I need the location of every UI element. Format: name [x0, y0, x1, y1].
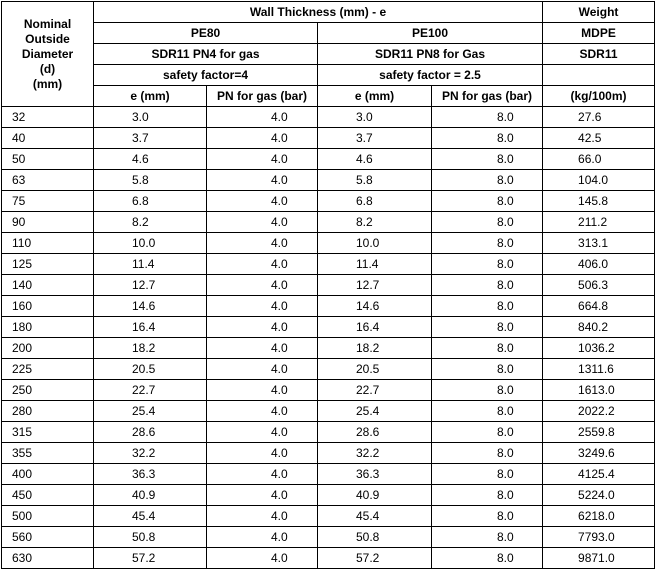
- nominal-diameter-cell: 90: [2, 212, 94, 233]
- pe100-thickness-cell: 18.2: [318, 338, 432, 359]
- weight-cell: 506.3: [543, 275, 655, 296]
- weight-unit-column-header: (kg/100m): [543, 86, 655, 107]
- nominal-diameter-cell: 355: [2, 443, 94, 464]
- pe100-thickness-cell: 16.4: [318, 317, 432, 338]
- pe80-thickness-cell: 40.9: [94, 485, 207, 506]
- pe100-pressure-cell: 8.0: [432, 464, 543, 485]
- pe80-pn-column-header: PN for gas (bar): [207, 86, 318, 107]
- weight-cell: 3249.6: [543, 443, 655, 464]
- nominal-diameter-cell: 630: [2, 548, 94, 569]
- nominal-diameter-cell: 180: [2, 317, 94, 338]
- nominal-diameter-cell: 160: [2, 296, 94, 317]
- pe100-thickness-cell: 22.7: [318, 380, 432, 401]
- pe100-thickness-cell: 5.8: [318, 170, 432, 191]
- pe100-pressure-cell: 8.0: [432, 317, 543, 338]
- pe100-pressure-cell: 8.0: [432, 485, 543, 506]
- mdpe-header: MDPE: [543, 23, 655, 44]
- weight-cell: 27.6: [543, 107, 655, 128]
- weight-cell: 145.8: [543, 191, 655, 212]
- table-row: [2, 401, 655, 422]
- weight-cell: 1311.6: [543, 359, 655, 380]
- corner-line: Diameter: [21, 46, 74, 61]
- pe80-thickness-cell: 10.0: [94, 233, 207, 254]
- pe80-thickness-cell: 3.7: [94, 128, 207, 149]
- table-row: [2, 212, 655, 233]
- pipe-spec-table: [1, 1, 655, 569]
- corner-line: (mm): [32, 76, 63, 91]
- table-row: [2, 359, 655, 380]
- pe100-thickness-cell: 4.6: [318, 149, 432, 170]
- weight-cell: 2559.8: [543, 422, 655, 443]
- pe100-pressure-cell: 8.0: [432, 191, 543, 212]
- pe100-pressure-cell: 8.0: [432, 296, 543, 317]
- table-row: [2, 464, 655, 485]
- table-body: [2, 107, 655, 569]
- pe80-pressure-cell: 4.0: [207, 107, 318, 128]
- pe100-pressure-cell: 8.0: [432, 233, 543, 254]
- pe80-thickness-cell: 6.8: [94, 191, 207, 212]
- pe80-thickness-cell: 8.2: [94, 212, 207, 233]
- pe100-safety-header: safety factor = 2.5: [318, 65, 543, 86]
- pe80-thickness-cell: 20.5: [94, 359, 207, 380]
- table-row: [2, 107, 655, 128]
- pe80-pressure-cell: 4.0: [207, 443, 318, 464]
- pe80-pressure-cell: 4.0: [207, 380, 318, 401]
- pe100-header: PE100: [318, 23, 543, 44]
- table-row: [2, 485, 655, 506]
- mdpe-sdr-header: SDR11: [543, 44, 655, 65]
- pe100-thickness-cell: 36.3: [318, 464, 432, 485]
- pe100-pressure-cell: 8.0: [432, 254, 543, 275]
- pe80-thickness-cell: 5.8: [94, 170, 207, 191]
- pe80-pressure-cell: 4.0: [207, 149, 318, 170]
- pe80-pressure-cell: 4.0: [207, 254, 318, 275]
- pe80-thickness-cell: 45.4: [94, 506, 207, 527]
- table-row: [2, 296, 655, 317]
- pe80-e-column-header: e (mm): [94, 86, 207, 107]
- pe80-pressure-cell: 4.0: [207, 170, 318, 191]
- weight-header: Weight: [543, 2, 655, 23]
- pe100-pressure-cell: 8.0: [432, 443, 543, 464]
- table-row: [2, 128, 655, 149]
- corner-line: Outside: [25, 31, 70, 46]
- pe100-thickness-cell: 6.8: [318, 191, 432, 212]
- pe80-pressure-cell: 4.0: [207, 359, 318, 380]
- pe100-pressure-cell: 8.0: [432, 380, 543, 401]
- nominal-diameter-cell: 63: [2, 170, 94, 191]
- weight-cell: 4125.4: [543, 464, 655, 485]
- pe100-thickness-cell: 11.4: [318, 254, 432, 275]
- nominal-diameter-header: [2, 2, 94, 107]
- pe80-safety-header: safety factor=4: [94, 65, 318, 86]
- table-row: [2, 275, 655, 296]
- nominal-diameter-cell: 50: [2, 149, 94, 170]
- pe100-thickness-cell: 3.0: [318, 107, 432, 128]
- nominal-diameter-cell: 32: [2, 107, 94, 128]
- pe100-pressure-cell: 8.0: [432, 506, 543, 527]
- pe80-thickness-cell: 25.4: [94, 401, 207, 422]
- pe80-thickness-cell: 18.2: [94, 338, 207, 359]
- pe80-pressure-cell: 4.0: [207, 422, 318, 443]
- pe100-pressure-cell: 8.0: [432, 275, 543, 296]
- pe100-pressure-cell: 8.0: [432, 212, 543, 233]
- pe80-pressure-cell: 4.0: [207, 317, 318, 338]
- wall-thickness-header: Wall Thickness (mm) - e: [94, 2, 543, 23]
- empty-header-cell: [543, 65, 655, 86]
- weight-cell: 211.2: [543, 212, 655, 233]
- table-row: [2, 443, 655, 464]
- nominal-diameter-cell: 560: [2, 527, 94, 548]
- pe100-pressure-cell: 8.0: [432, 359, 543, 380]
- pe100-thickness-cell: 3.7: [318, 128, 432, 149]
- pe100-sdr-header: SDR11 PN8 for Gas: [318, 44, 543, 65]
- table-row: [2, 149, 655, 170]
- weight-cell: 313.1: [543, 233, 655, 254]
- pe100-thickness-cell: 57.2: [318, 548, 432, 569]
- table-row: [2, 338, 655, 359]
- pe80-pressure-cell: 4.0: [207, 548, 318, 569]
- pe80-thickness-cell: 22.7: [94, 380, 207, 401]
- weight-cell: 5224.0: [543, 485, 655, 506]
- weight-cell: 664.8: [543, 296, 655, 317]
- nominal-diameter-cell: 140: [2, 275, 94, 296]
- pe100-pressure-cell: 8.0: [432, 527, 543, 548]
- weight-cell: 9871.0: [543, 548, 655, 569]
- pe80-pressure-cell: 4.0: [207, 485, 318, 506]
- weight-cell: 6218.0: [543, 506, 655, 527]
- pe100-thickness-cell: 25.4: [318, 401, 432, 422]
- pe100-pn-column-header: PN for gas (bar): [432, 86, 543, 107]
- weight-cell: 7793.0: [543, 527, 655, 548]
- pe80-pressure-cell: 4.0: [207, 527, 318, 548]
- nominal-diameter-cell: 400: [2, 464, 94, 485]
- pe80-thickness-cell: 3.0: [94, 107, 207, 128]
- weight-cell: 66.0: [543, 149, 655, 170]
- pe100-thickness-cell: 50.8: [318, 527, 432, 548]
- pe80-thickness-cell: 12.7: [94, 275, 207, 296]
- pe100-thickness-cell: 40.9: [318, 485, 432, 506]
- pe80-thickness-cell: 16.4: [94, 317, 207, 338]
- table-row: [2, 527, 655, 548]
- table-row: [2, 422, 655, 443]
- pe100-pressure-cell: 8.0: [432, 149, 543, 170]
- pe100-pressure-cell: 8.0: [432, 338, 543, 359]
- pe80-pressure-cell: 4.0: [207, 401, 318, 422]
- table-row: [2, 317, 655, 338]
- weight-cell: 406.0: [543, 254, 655, 275]
- pe100-thickness-cell: 8.2: [318, 212, 432, 233]
- pe80-thickness-cell: 57.2: [94, 548, 207, 569]
- pe100-thickness-cell: 12.7: [318, 275, 432, 296]
- nominal-diameter-cell: 315: [2, 422, 94, 443]
- weight-cell: 2022.2: [543, 401, 655, 422]
- nominal-diameter-cell: 500: [2, 506, 94, 527]
- pe80-thickness-cell: 11.4: [94, 254, 207, 275]
- pe80-pressure-cell: 4.0: [207, 338, 318, 359]
- pe100-thickness-cell: 14.6: [318, 296, 432, 317]
- pe100-thickness-cell: 32.2: [318, 443, 432, 464]
- pe80-thickness-cell: 28.6: [94, 422, 207, 443]
- pe80-pressure-cell: 4.0: [207, 275, 318, 296]
- pe100-thickness-cell: 10.0: [318, 233, 432, 254]
- pe100-pressure-cell: 8.0: [432, 422, 543, 443]
- table-row: [2, 254, 655, 275]
- nominal-diameter-cell: 280: [2, 401, 94, 422]
- table-row: [2, 191, 655, 212]
- nominal-diameter-cell: 225: [2, 359, 94, 380]
- pe80-pressure-cell: 4.0: [207, 128, 318, 149]
- pe100-pressure-cell: 8.0: [432, 548, 543, 569]
- pe80-thickness-cell: 36.3: [94, 464, 207, 485]
- pe100-thickness-cell: 20.5: [318, 359, 432, 380]
- pe80-pressure-cell: 4.0: [207, 464, 318, 485]
- weight-cell: 42.5: [543, 128, 655, 149]
- nominal-diameter-cell: 125: [2, 254, 94, 275]
- nominal-diameter-cell: 75: [2, 191, 94, 212]
- pe100-thickness-cell: 45.4: [318, 506, 432, 527]
- weight-cell: 1613.0: [543, 380, 655, 401]
- nominal-diameter-cell: 110: [2, 233, 94, 254]
- corner-line: Nominal: [23, 16, 72, 31]
- pe80-pressure-cell: 4.0: [207, 191, 318, 212]
- pe100-pressure-cell: 8.0: [432, 401, 543, 422]
- pe100-e-column-header: e (mm): [318, 86, 432, 107]
- table-row: [2, 548, 655, 569]
- pe100-pressure-cell: 8.0: [432, 128, 543, 149]
- weight-cell: 840.2: [543, 317, 655, 338]
- pe80-header: PE80: [94, 23, 318, 44]
- table-row: [2, 380, 655, 401]
- table-row: [2, 233, 655, 254]
- table-row: [2, 170, 655, 191]
- pe80-thickness-cell: 50.8: [94, 527, 207, 548]
- pe100-pressure-cell: 8.0: [432, 107, 543, 128]
- weight-cell: 1036.2: [543, 338, 655, 359]
- weight-cell: 104.0: [543, 170, 655, 191]
- nominal-diameter-cell: 200: [2, 338, 94, 359]
- pe80-thickness-cell: 32.2: [94, 443, 207, 464]
- pe80-thickness-cell: 14.6: [94, 296, 207, 317]
- corner-line: (d): [39, 61, 56, 76]
- pe80-pressure-cell: 4.0: [207, 296, 318, 317]
- nominal-diameter-cell: 250: [2, 380, 94, 401]
- pe80-sdr-header: SDR11 PN4 for gas: [94, 44, 318, 65]
- table-header: [2, 2, 655, 107]
- pe80-pressure-cell: 4.0: [207, 233, 318, 254]
- pe80-pressure-cell: 4.0: [207, 506, 318, 527]
- pe80-thickness-cell: 4.6: [94, 149, 207, 170]
- pe100-pressure-cell: 8.0: [432, 170, 543, 191]
- table-row: [2, 506, 655, 527]
- pe100-thickness-cell: 28.6: [318, 422, 432, 443]
- nominal-diameter-cell: 40: [2, 128, 94, 149]
- nominal-diameter-cell: 450: [2, 485, 94, 506]
- pe80-pressure-cell: 4.0: [207, 212, 318, 233]
